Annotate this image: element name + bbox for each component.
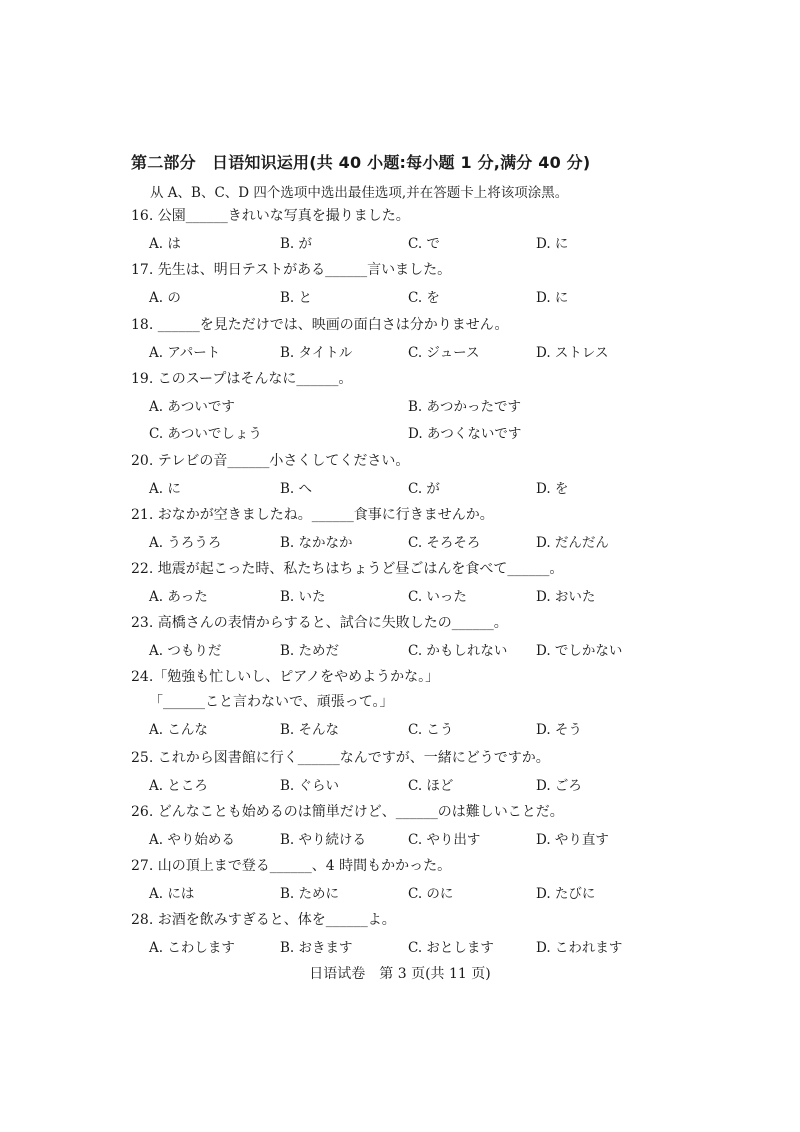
question-stem-line-2: 「______こと言わないで、頑張って。」 [149,694,394,710]
option-a: A. あった [149,589,208,605]
option-c: C. おとします [408,940,494,956]
option-a: A. アパート [149,345,221,361]
option-row [131,477,651,495]
question-stem: 18. ______を見ただけでは、映画の面白さは分かりません。 [131,317,509,333]
option-d: D. たびに [536,886,596,902]
option-row [131,936,651,954]
option-grid [131,395,651,447]
option-a: A. ところ [149,778,208,794]
question-stem: 28. お酒を飲みすぎると、体を______よ。 [131,912,396,928]
option-row [131,286,651,304]
question-stem: 23. 高橋さんの表情からすると、試合に失敗したの______。 [131,615,508,631]
option-b: B. なかなか [280,535,353,551]
option-a: A. こんな [149,722,208,738]
question-18 [131,316,651,359]
question-16 [131,207,651,250]
question-stem: 24.「勉強も忙しいし、ピアノをやめようかな。」 [131,669,440,685]
option-d: D. やり直す [536,832,609,848]
option-row [131,232,651,250]
option-a: A. うろうろ [149,535,222,551]
option-b: B. ぐらい [280,778,340,794]
question-26 [131,803,651,846]
option-a: A. には [149,886,195,902]
question-stem: 20. テレビの音______小さくしてください。 [131,453,410,469]
question-stem: 27. 山の頂上まで登る______、4 時間もかかった。 [131,858,452,874]
option-row [131,718,651,736]
option-d: D. ごろ [536,778,582,794]
question-stem: 21. おなかが空きましたね。______食事に行きませんか。 [131,507,494,523]
option-c: C. こう [408,722,454,738]
option-row [131,774,651,792]
option-d: D. に [536,236,569,252]
option-row [131,882,651,900]
option-b: B. ために [280,886,340,902]
option-b: B. おきます [280,940,353,956]
question-25 [131,749,651,792]
option-a: A. つもりだ [149,643,222,659]
option-c: C. やり出す [408,832,481,848]
section-title: 第二部分 日语知识运用(共 40 小题:每小题 1 分,满分 40 分) [131,153,591,172]
question-stem: 22. 地震が起こった時、私たちはちょうど昼ごはんを食べて______。 [131,561,564,577]
option-c: C. そろそろ [408,535,481,551]
option-row [131,639,651,657]
question-20 [131,452,651,495]
option-b: B. が [280,236,313,252]
question-23 [131,614,651,657]
option-c: C. かもしれない [408,643,508,659]
option-row [131,341,651,359]
question-24 [131,668,651,736]
question-stem: 16. 公園______きれいな写真を撮りました。 [131,208,410,224]
option-a: A. こわします [149,940,235,956]
option-c: C. あついでしょう [149,426,262,442]
option-b: B. ためだ [280,643,340,659]
option-d: D. に [536,290,569,306]
option-c: C. ほど [408,778,454,794]
option-b: B. やり続ける [280,832,367,848]
section-instructions: 从 A、B、C、D 四个选项中选出最佳选项,并在答题卡上将该项涂黑。 [150,185,569,201]
option-d: D. こわれます [536,940,623,956]
option-c: C. ジュース [408,345,480,361]
question-stem: 26. どんなことも始めるのは簡単だけど、______のは難しいことだ。 [131,804,564,820]
option-row [131,531,651,549]
option-a: A. は [149,236,181,252]
option-a: A. あついです [149,399,235,415]
option-b: B. いた [280,589,326,605]
option-b: B. そんな [280,722,340,738]
question-stem: 17. 先生は、明日テストがある______言いました。 [131,262,452,278]
option-c: C. を [408,290,440,306]
question-19 [131,370,651,447]
question-21 [131,506,651,549]
option-a: A. に [149,481,181,497]
option-row [131,585,651,603]
option-b: B. と [280,290,313,306]
option-c: C. のに [408,886,454,902]
option-d: D. あつくないです [408,426,522,442]
option-d: D. だんだん [536,535,609,551]
option-a: A. やり始める [149,832,235,848]
question-stem: 19. このスープはそんなに______。 [131,371,353,387]
option-row [131,828,651,846]
option-b: B. タイトル [280,345,353,361]
question-28 [131,911,651,954]
question-22 [131,560,651,603]
option-d: D. おいた [536,589,596,605]
option-d: D. そう [536,722,582,738]
option-d: D. を [536,481,569,497]
option-d: D. でしかない [536,643,623,659]
question-stem: 25. これから図書館に行く______なんですが、一緒にどうですか。 [131,750,550,766]
option-d: D. ストレス [536,345,609,361]
question-27 [131,857,651,900]
page-footer: 日语试卷 第 3 页(共 11 页) [309,966,491,982]
option-c: C. いった [408,589,467,605]
option-a: A. の [149,290,181,306]
option-b: B. へ [280,481,313,497]
question-17 [131,261,651,304]
option-c: C. で [408,236,440,252]
option-c: C. が [408,481,440,497]
option-b: B. あつかったです [408,399,522,415]
